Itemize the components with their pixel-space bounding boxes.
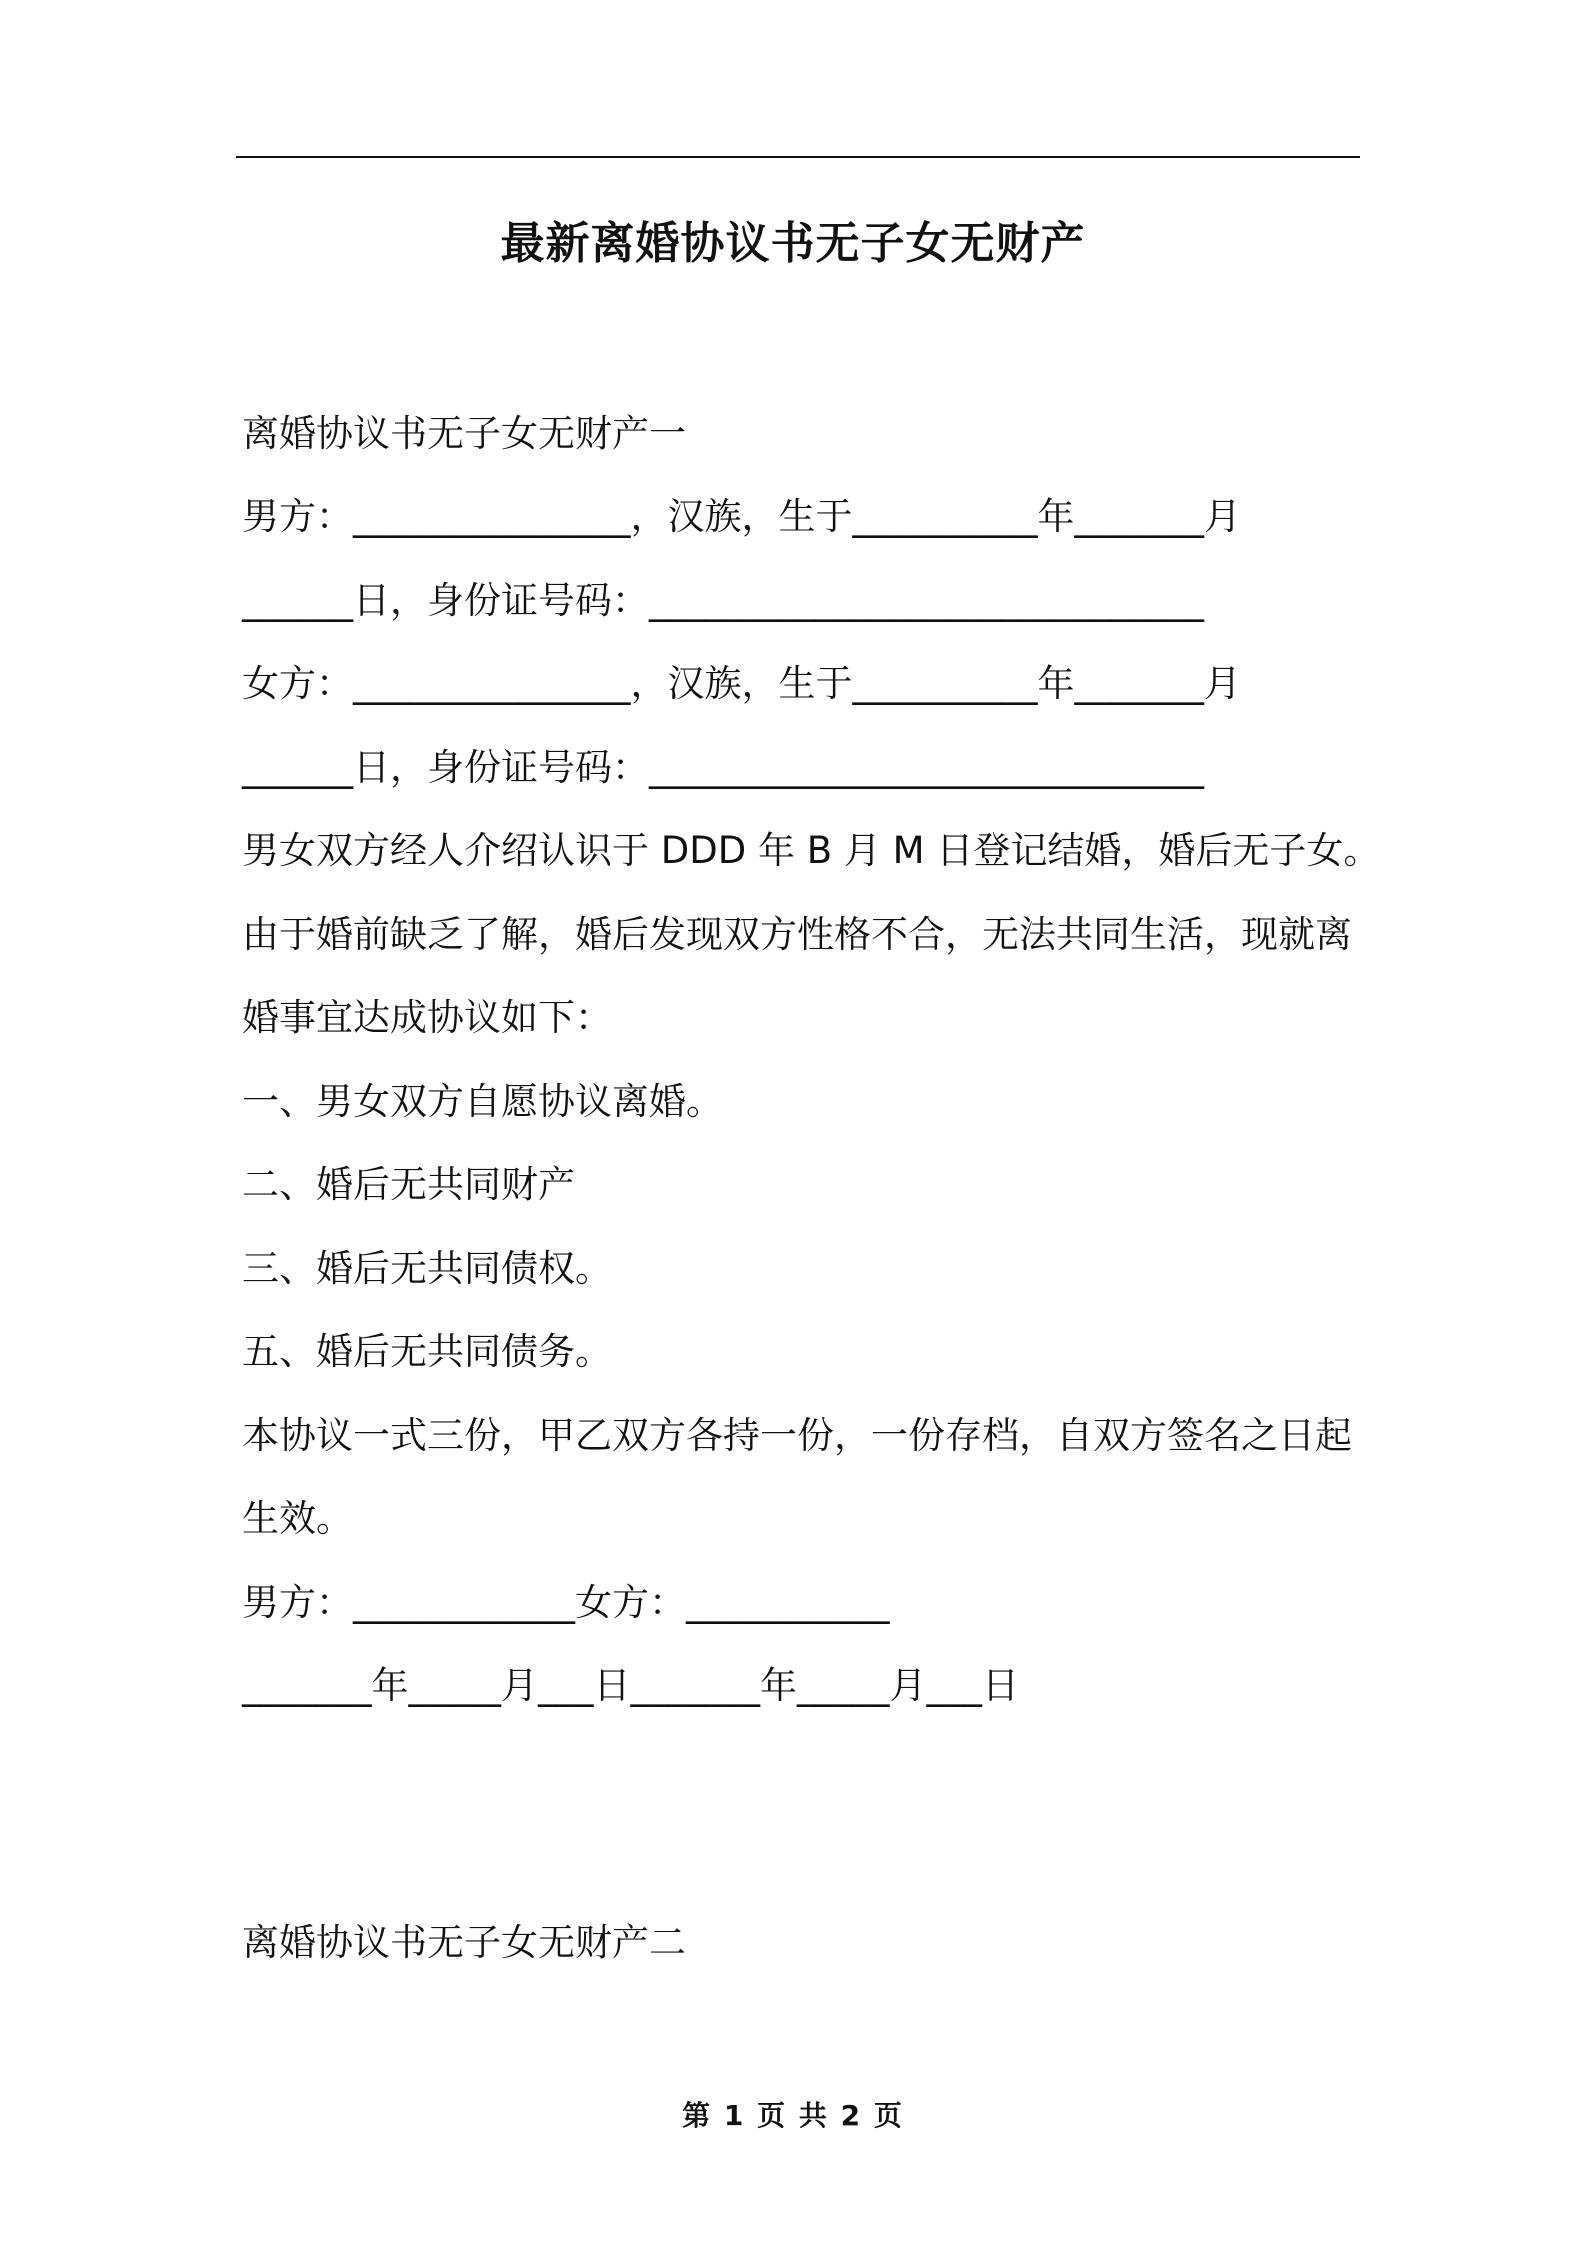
closing-line-2: 生效。 xyxy=(242,1497,353,1540)
closing-line-1: 本协议一式三份，甲乙双方各持一份，一份存档，自双方签名之日起 xyxy=(242,1414,1352,1457)
male-info-line-1: 男方：_______________，汉族，生于__________年_______月 xyxy=(242,495,1241,538)
clause-5: 五、婚后无共同债务。 xyxy=(242,1330,612,1373)
clause-2: 二、婚后无共同财产 xyxy=(242,1163,575,1206)
intro-line-1: 男女双方经人介绍认识于 DDD 年 B 月 M 日登记结婚，婚后无子女。 xyxy=(242,829,1381,872)
page-number-footer: 第 1 页 共 2 页 xyxy=(682,2099,904,2132)
signature-line: 男方：____________女方：___________ xyxy=(242,1581,890,1624)
section-two-heading: 离婚协议书无子女无财产二 xyxy=(242,1921,686,1964)
header-rule xyxy=(236,156,1360,158)
female-info-line-2: ______日，身份证号码：______________________________ xyxy=(242,746,1204,789)
clause-1: 一、男女双方自愿协议离婚。 xyxy=(242,1080,723,1123)
clause-3: 三、婚后无共同债权。 xyxy=(242,1247,612,1290)
intro-line-2: 由于婚前缺乏了解，婚后发现双方性格不合，无法共同生活，现就离 xyxy=(242,913,1352,956)
document-title: 最新离婚协议书无子女无财产 xyxy=(500,218,1086,269)
date-line: _______年_____月___日_______年_____月___日 xyxy=(242,1664,1019,1707)
male-info-line-2: ______日，身份证号码：______________________________ xyxy=(242,579,1204,622)
intro-line-3: 婚事宜达成协议如下： xyxy=(242,996,612,1039)
female-info-line-1: 女方：_______________，汉族，生于__________年_______月 xyxy=(242,662,1241,705)
section-one-heading: 离婚协议书无子女无财产一 xyxy=(242,412,686,455)
